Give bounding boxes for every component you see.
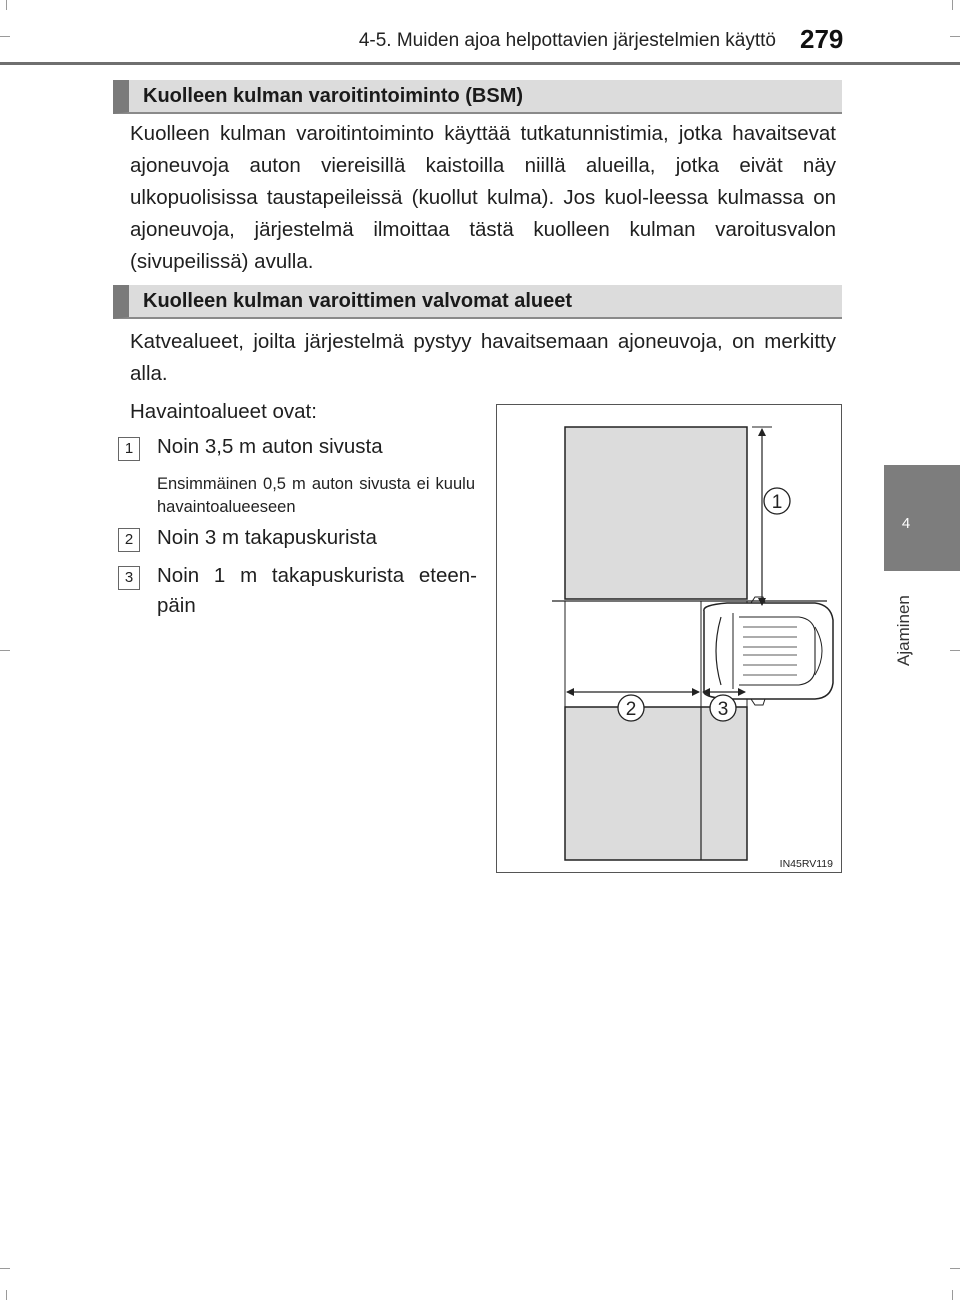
figure-code: IN45RV119 — [779, 858, 833, 870]
running-header: 4-5. Muiden ajoa helpottavien järjestelmien käyttö — [358, 30, 776, 51]
crop-mark — [950, 650, 960, 651]
diagram-svg — [497, 405, 843, 874]
chapter-label — [893, 578, 917, 668]
callout-1-label: 1 — [771, 492, 783, 513]
callout-2 — [618, 695, 644, 721]
item-text-1: Noin 3,5 m auton sivusta — [157, 435, 383, 458]
crop-mark — [950, 1268, 960, 1269]
crop-mark — [6, 0, 7, 10]
rear-detection-zone — [565, 707, 747, 860]
bsm-description: Kuolleen kulman varoitintoiminto käyttää tutkatunnistimia, jotka havaitsevat ajoneuvoja auton viereisillä kaistoilla niillä alueilla, jotka eivät näy ulkopuolisissa taustapeileissä (kuollut kulma). Jos kuol-leessa kulmassa on ajoneuvoja, järjestelmä ilmoittaa tästä kuolleen kulman varoitusvalon (sivupeilissä) avulla. — [130, 122, 836, 273]
page-number: 279 — [800, 24, 844, 54]
chapter-label-text: Ajaminen — [894, 595, 913, 666]
item-text-3: Noin 1 m takapuskurista eteen-päin — [157, 564, 477, 617]
crop-mark — [952, 0, 953, 10]
crop-mark — [0, 1268, 10, 1269]
side-detection-zone — [565, 427, 747, 599]
section-heading-bsm: Kuolleen kulman varoitintoiminto (BSM) — [113, 80, 842, 114]
chapter-number: 4 — [901, 515, 911, 532]
crop-mark — [0, 650, 10, 651]
item-number-3: 3 — [118, 566, 140, 590]
callout-3-label: 3 — [717, 699, 729, 720]
crop-mark — [0, 36, 10, 37]
crop-mark — [952, 1290, 953, 1300]
detection-area-diagram — [496, 404, 842, 873]
detection-areas-intro: Havaintoalueet ovat: — [130, 400, 317, 423]
detection-areas-description: Katvealueet, joilta järjestelmä pystyy havaitsemaan ajoneuvoja, on merkitty alla. — [130, 330, 836, 385]
item-text-2: Noin 3 m takapuskurista — [157, 526, 377, 549]
item-number-2: 2 — [118, 528, 140, 552]
item-number-1: 1 — [118, 437, 140, 461]
item-note-1: Ensimmäinen 0,5 m auton sivusta ei kuulu havaintoalueeseen — [157, 475, 475, 516]
section-heading-detection-areas: Kuolleen kulman varoittimen valvomat alueet — [113, 285, 842, 319]
crop-mark — [6, 1290, 7, 1300]
crop-mark — [950, 36, 960, 37]
callout-1 — [764, 488, 790, 514]
callout-3 — [710, 695, 736, 721]
header-rule — [0, 62, 960, 65]
car-top-view — [704, 597, 833, 705]
callout-2-label: 2 — [625, 699, 637, 720]
